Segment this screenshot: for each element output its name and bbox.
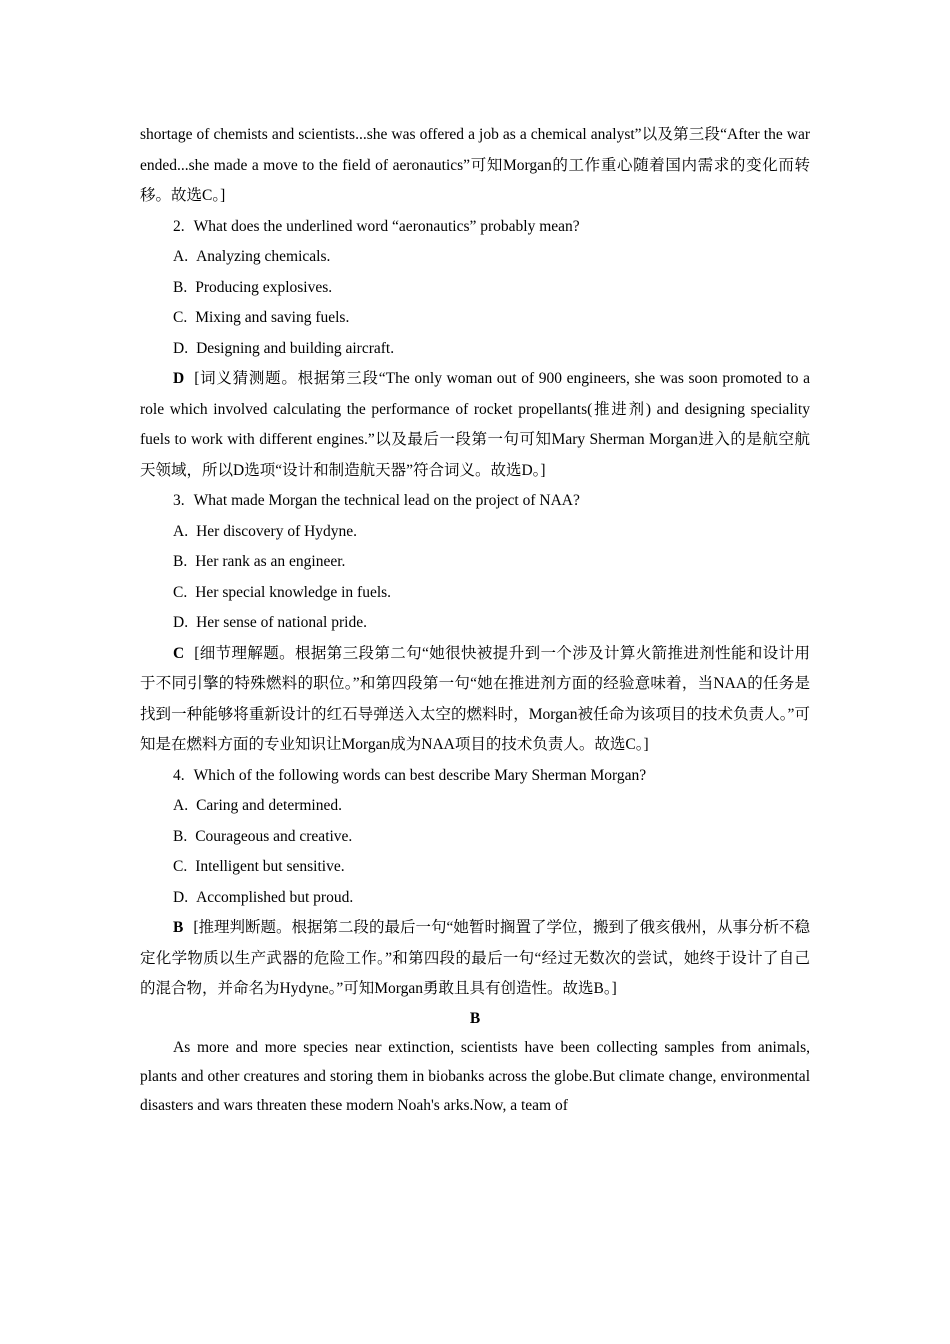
option-letter: B. (173, 553, 188, 570)
option-text: Her sense of national pride. (196, 614, 367, 631)
question-text: What made Morgan the technical lead on the project of NAA? (193, 492, 580, 509)
q2-explanation (140, 364, 810, 486)
option-d (140, 334, 810, 365)
option-letter: C. (173, 858, 188, 875)
q1-explanation-tail: shortage of chemists and scientists...she was offered a job as a chemical analyst”以及第三段“After the war ended...she made a move to the field of aeronautics”可知Morgan的工作重心随着国内需求的变化而转移。故选C。] (140, 126, 810, 204)
option-text: Designing and building aircraft. (196, 339, 395, 357)
option-d (140, 608, 810, 639)
option-text: Analyzing chemicals. (196, 248, 331, 265)
explanation-text: [细节理解题。根据第三段第二句“她很快被提升到一个涉及计算火箭推进剂性能和设计用于不同引擎的特殊燃料的职位。”和第四段第一句“她在推进剂方面的经验意味着，当NAA的任务是找到一种能够将重新设计的红石导弹送入太空的燃料时，Morgan被任命为该项目的技术负责人。”可知是在燃料方面的专业知识让Morgan成为NAA项目的技术负责人。故选C。] (140, 644, 810, 753)
explanation-text: [推理判断题。根据第二段的最后一句“她暂时搁置了学位，搬到了俄亥俄州，从事分析不稳定化学物质以生产武器的危险工作。”和第四段的最后一句“经过无数次的尝试，她终于设计了自己的混合物，并命名为Hydyne。”可知Morgan勇敢且具有创造性。故选B。] (140, 919, 810, 997)
option-text: Mixing and saving fuels. (195, 309, 350, 326)
option-text: Accomplished but proud. (196, 888, 354, 906)
option-letter: B. (173, 827, 188, 845)
option-b (140, 822, 810, 853)
question-number: 4. (173, 766, 185, 784)
option-letter: D. (173, 888, 189, 906)
question-3 (140, 486, 810, 517)
option-a (140, 517, 810, 548)
q3-explanation (140, 639, 810, 761)
option-letter: A. (173, 248, 189, 265)
option-letter: A. (173, 797, 189, 814)
option-b (140, 273, 810, 304)
option-text: Her rank as an engineer. (195, 553, 346, 570)
option-letter: C. (173, 583, 188, 601)
option-c (140, 303, 810, 334)
option-text: Her special knowledge in fuels. (195, 583, 392, 601)
answer-letter: B (173, 919, 184, 936)
section-heading: B (469, 1009, 481, 1027)
option-b (140, 547, 810, 578)
answer-letter: D (173, 370, 185, 387)
option-d (140, 883, 810, 914)
option-a (140, 242, 810, 273)
question-text: What does the underlined word “aeronautics” probably mean? (193, 217, 580, 235)
option-letter: C. (173, 309, 188, 326)
explanation-text: [词义猜测题。根据第三段“The only woman out of 900 engineers, she was soon promoted to a role which involved calculating the performance of rocket propellants(推进剂) and designing speciality fuels to work with different engines.”以及最后一段第一句可知Mary Sherman Morgan进入的是航空航天领域，所以D选项“设计和制造航天器”符合词义。故选D。] (140, 370, 810, 479)
question-number: 3. (173, 492, 185, 509)
option-text: Courageous and creative. (195, 827, 353, 845)
option-c (140, 578, 810, 609)
option-letter: A. (173, 522, 189, 540)
option-letter: D. (173, 339, 189, 357)
option-text: Caring and determined. (196, 797, 342, 814)
document-page (140, 120, 810, 1120)
option-a (140, 791, 810, 822)
question-2 (140, 212, 810, 243)
option-text: Intelligent but sensitive. (195, 858, 345, 875)
option-text: Producing explosives. (195, 278, 333, 296)
option-text: Her discovery of Hydyne. (196, 522, 358, 540)
section-b-paragraph: As more and more species near extinction, scientists have been collecting samples from animals, plants and other creatures and storing them in biobanks across the globe.But climate change, environmental disasters and wars threaten these modern Noah's arks.Now, a team of (140, 1038, 810, 1114)
question-4 (140, 761, 810, 792)
q4-explanation (140, 913, 810, 1005)
question-number: 2. (173, 217, 185, 235)
answer-letter: C (173, 644, 185, 662)
option-letter: B. (173, 278, 188, 296)
question-text: Which of the following words can best describe Mary Sherman Morgan? (193, 766, 647, 784)
option-letter: D. (173, 614, 189, 631)
option-c (140, 852, 810, 883)
